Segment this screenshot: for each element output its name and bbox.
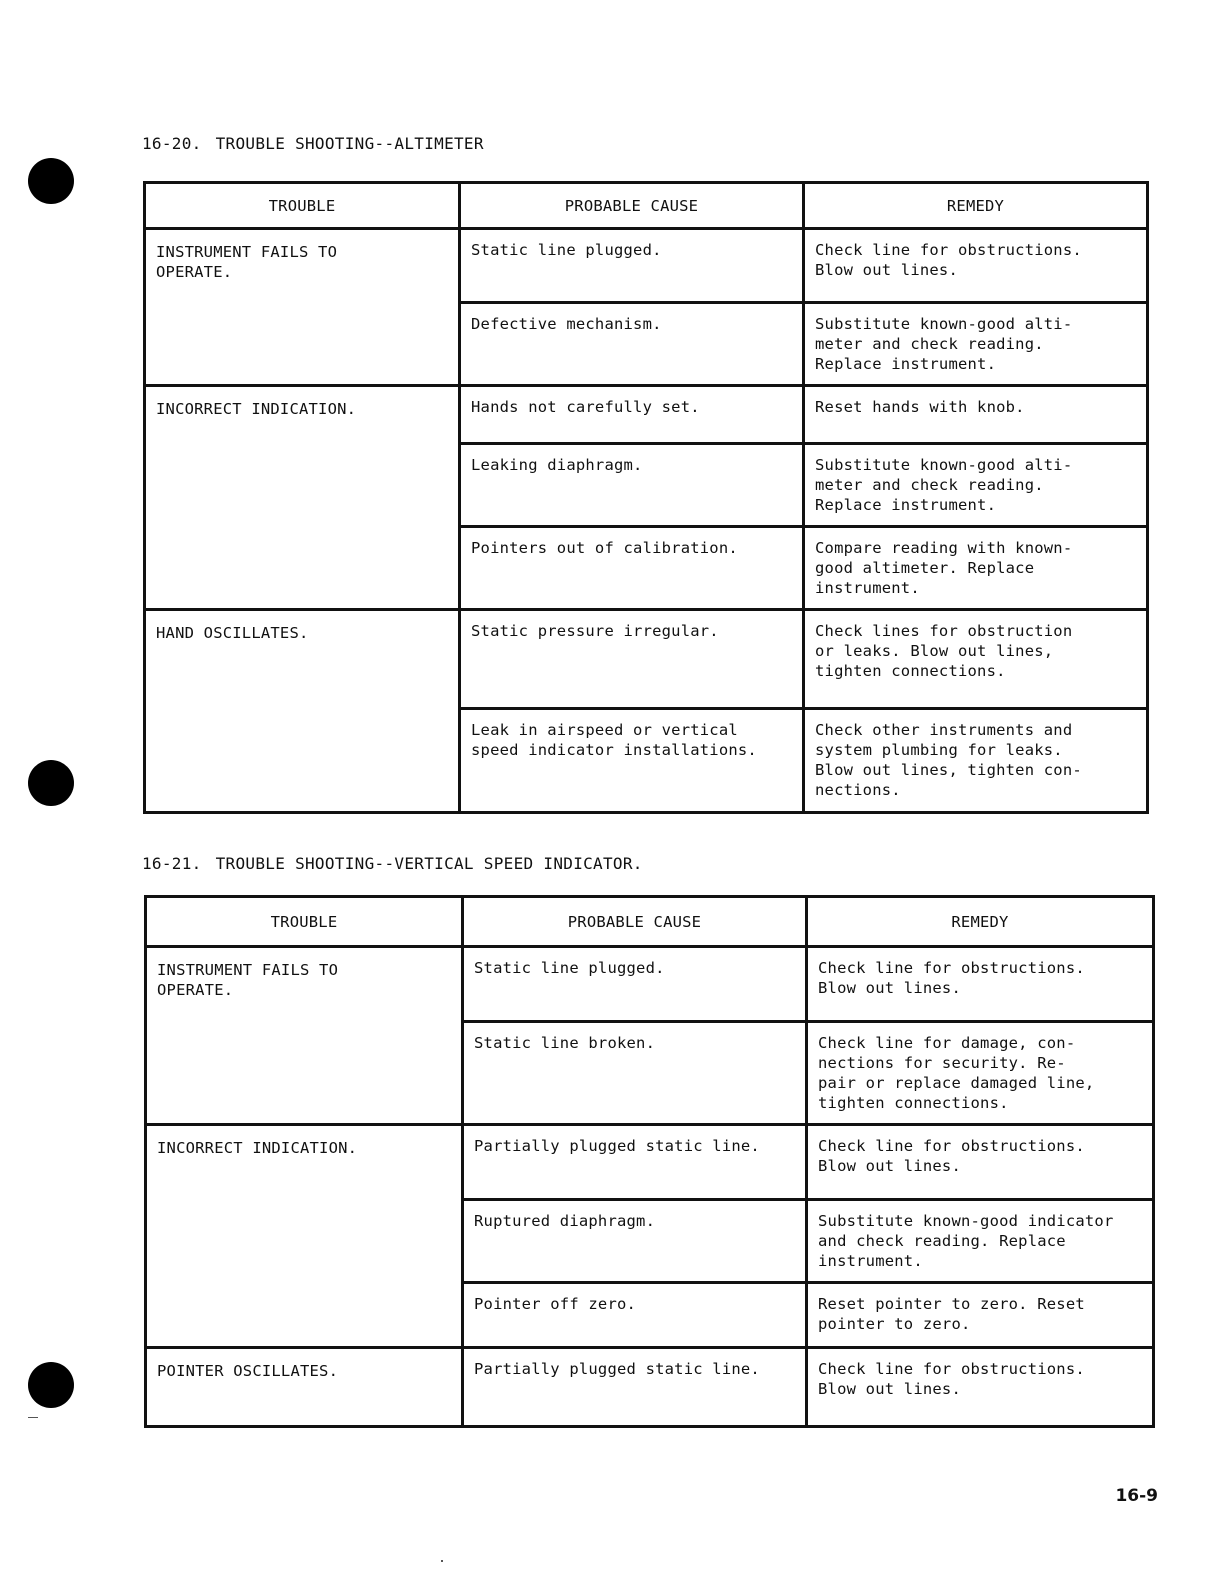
remedy-cell <box>807 1283 1154 1348</box>
cause-text: Hands not carefully set. <box>471 398 700 416</box>
remedy-text: Check line for damage, con- nections for security. Re- pair or replace damaged line, tighten connections. <box>818 1034 1095 1112</box>
remedy-cell <box>804 444 1148 527</box>
remedy-cell <box>804 386 1148 444</box>
header-probable-cause: PROBABLE CAUSE <box>460 183 804 229</box>
cause-text: Static pressure irregular. <box>471 622 719 640</box>
cause-cell <box>463 1200 807 1283</box>
altimeter-trouble-table <box>143 181 1149 814</box>
cause-text: Partially plugged static line. <box>474 1137 760 1155</box>
remedy-cell <box>807 1022 1154 1125</box>
scan-speck <box>441 1560 443 1562</box>
trouble-text: INCORRECT INDICATION. <box>156 400 357 418</box>
remedy-text: Substitute known-good indicator and check reading. Replace instrument. <box>818 1212 1114 1270</box>
section-heading: TROUBLE SHOOTING--VERTICAL SPEED INDICATOR. <box>215 854 643 873</box>
trouble-cell <box>145 229 460 386</box>
section-number: 16-21. <box>142 854 202 873</box>
cause-text: Partially plugged static line. <box>474 1360 760 1378</box>
trouble-text: INSTRUMENT FAILS TO OPERATE. <box>156 243 338 281</box>
remedy-cell <box>804 229 1148 303</box>
cause-text: Static line broken. <box>474 1034 656 1052</box>
section-title-altimeter <box>142 134 484 153</box>
cause-text: Pointers out of calibration. <box>471 539 738 557</box>
remedy-text: Check line for obstructions. Blow out lines. <box>815 241 1082 279</box>
remedy-cell <box>804 527 1148 610</box>
punch-hole-top <box>28 158 74 204</box>
remedy-cell <box>804 709 1148 813</box>
vsi-trouble-table <box>144 895 1155 1428</box>
remedy-text: Substitute known-good alti- meter and check reading. Replace instrument. <box>815 456 1073 514</box>
remedy-text: Check line for obstructions. Blow out lines. <box>818 959 1085 997</box>
header-remedy: REMEDY <box>804 183 1148 229</box>
cause-cell <box>460 444 804 527</box>
remedy-cell <box>804 610 1148 709</box>
cause-cell <box>460 527 804 610</box>
cause-cell <box>463 1283 807 1348</box>
cause-cell <box>460 610 804 709</box>
remedy-cell <box>807 1348 1154 1427</box>
trouble-cell <box>145 386 460 610</box>
cause-text: Static line plugged. <box>474 959 665 977</box>
header-trouble: TROUBLE <box>146 897 463 947</box>
cause-text: Pointer off zero. <box>474 1295 637 1313</box>
cause-cell <box>463 947 807 1022</box>
trouble-cell <box>146 947 463 1125</box>
header-remedy: REMEDY <box>807 897 1154 947</box>
remedy-text: Compare reading with known- good altimeter. Replace instrument. <box>815 539 1073 597</box>
scan-speck <box>28 1417 38 1418</box>
cause-cell <box>460 709 804 813</box>
cause-text: Static line plugged. <box>471 241 662 259</box>
section-title-vertical-speed-indicator <box>142 854 643 873</box>
trouble-cell <box>145 610 460 813</box>
trouble-text: POINTER OSCILLATES. <box>157 1362 339 1380</box>
remedy-text: Reset pointer to zero. Reset pointer to zero. <box>818 1295 1085 1333</box>
cause-text: Leak in airspeed or vertical speed indicator installations. <box>471 721 757 759</box>
remedy-text: Check line for obstructions. Blow out lines. <box>818 1137 1085 1175</box>
remedy-cell <box>804 303 1148 386</box>
cause-cell <box>460 303 804 386</box>
punch-hole-middle <box>28 760 74 806</box>
cause-cell <box>463 1348 807 1427</box>
remedy-text: Reset hands with knob. <box>815 398 1025 416</box>
cause-text: Ruptured diaphragm. <box>474 1212 656 1230</box>
punch-hole-bottom <box>28 1362 74 1408</box>
header-trouble: TROUBLE <box>145 183 460 229</box>
remedy-cell <box>807 1200 1154 1283</box>
remedy-cell <box>807 1125 1154 1200</box>
page-number: 16-9 <box>1115 1486 1158 1506</box>
remedy-text: Check other instruments and system plumbing for leaks. Blow out lines, tighten con- nections. <box>815 721 1082 799</box>
cause-cell <box>460 386 804 444</box>
section-number: 16-20. <box>142 134 202 153</box>
trouble-text: INCORRECT INDICATION. <box>157 1139 358 1157</box>
cause-text: Leaking diaphragm. <box>471 456 643 474</box>
cause-text: Defective mechanism. <box>471 315 662 333</box>
remedy-text: Check line for obstructions. Blow out lines. <box>818 1360 1085 1398</box>
cause-cell <box>460 229 804 303</box>
cause-cell <box>463 1022 807 1125</box>
section-heading: TROUBLE SHOOTING--ALTIMETER <box>215 134 484 153</box>
remedy-cell <box>807 947 1154 1022</box>
cause-cell <box>463 1125 807 1200</box>
remedy-text: Substitute known-good alti- meter and check reading. Replace instrument. <box>815 315 1073 373</box>
trouble-cell <box>146 1348 463 1427</box>
trouble-cell <box>146 1125 463 1348</box>
header-probable-cause: PROBABLE CAUSE <box>463 897 807 947</box>
remedy-text: Check lines for obstruction or leaks. Blow out lines, tighten connections. <box>815 622 1073 680</box>
trouble-text: HAND OSCILLATES. <box>156 624 309 642</box>
trouble-text: INSTRUMENT FAILS TO OPERATE. <box>157 961 339 999</box>
